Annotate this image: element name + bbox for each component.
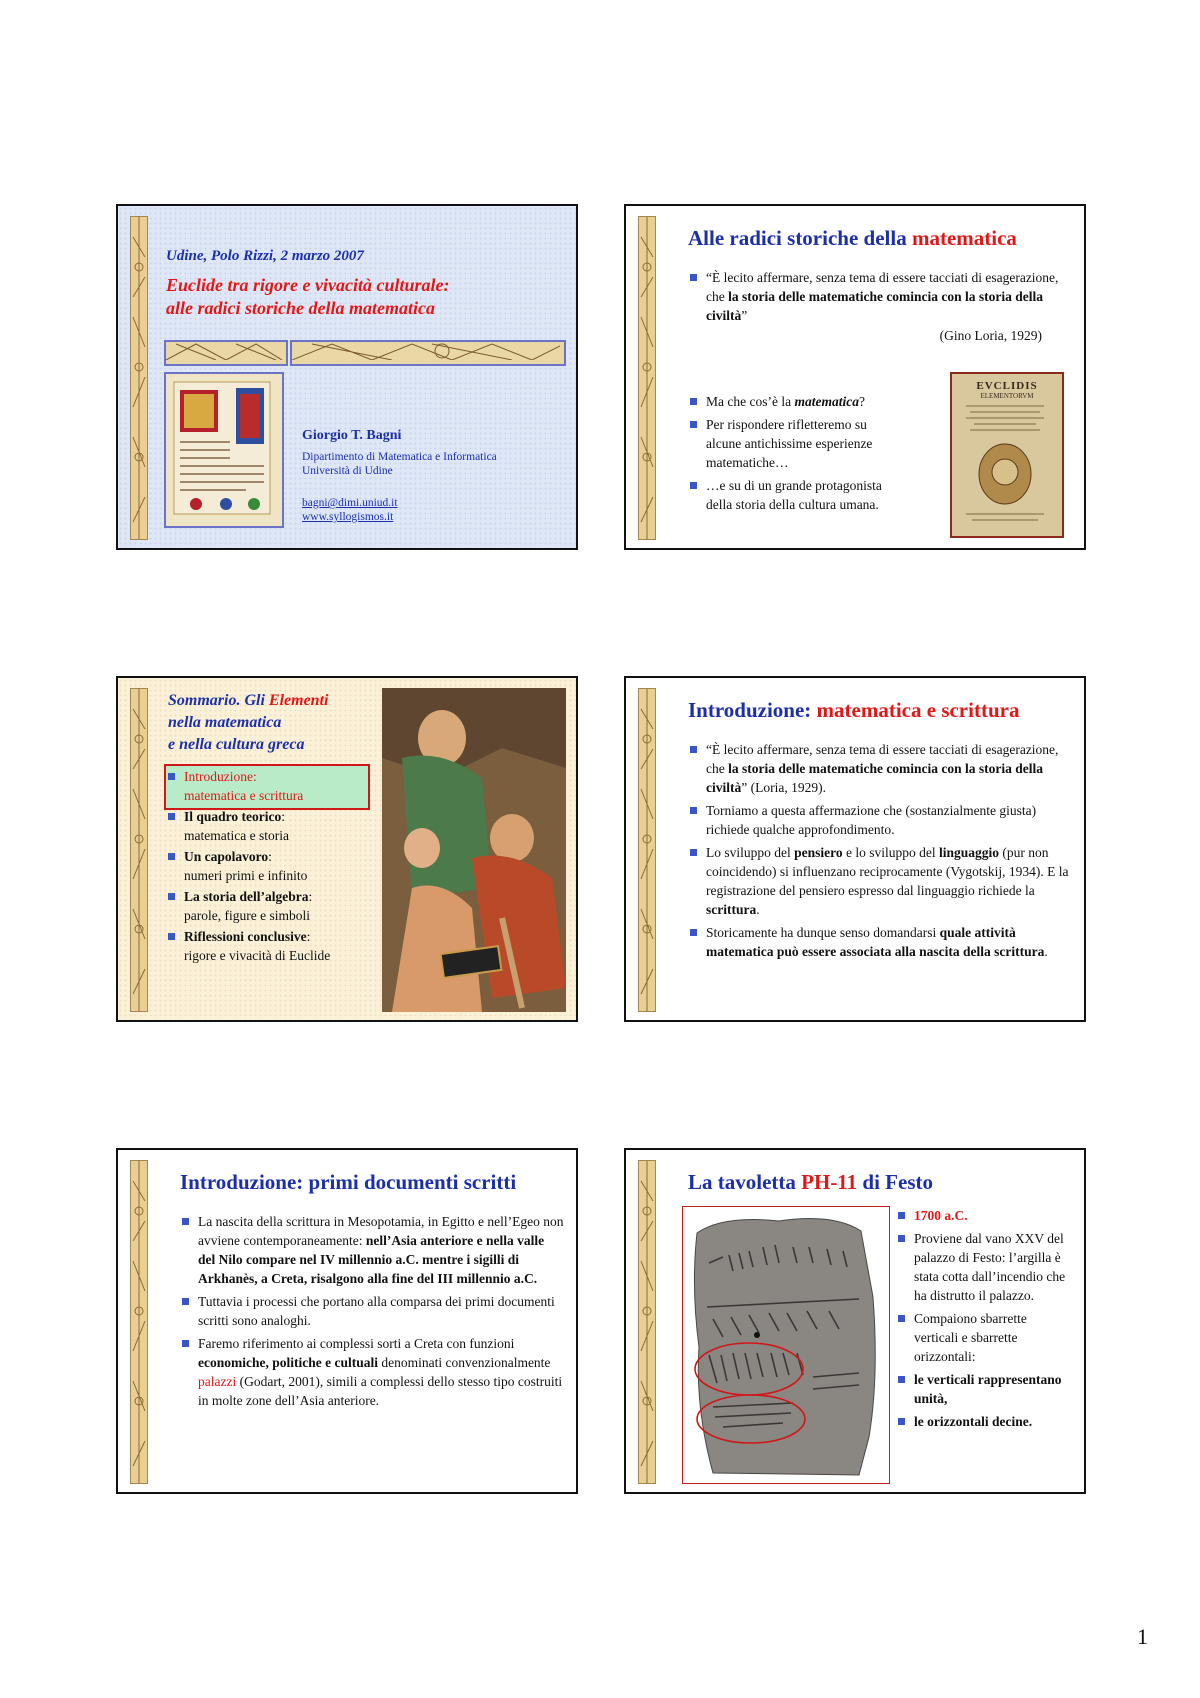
main-title [166, 274, 449, 320]
book-subtitle: ELEMENTORVM [980, 392, 1034, 400]
slide-introduzione-scrittura [624, 676, 1086, 1022]
item-sub: matematica e scrittura [184, 788, 304, 803]
summary-item[interactable] [166, 887, 362, 925]
tablet-photo [682, 1206, 890, 1484]
title-line2: nella matematica [168, 714, 282, 731]
text: Lo sviluppo del [706, 845, 795, 860]
title-highlight: Elementi [268, 692, 329, 709]
list-item [688, 843, 1072, 919]
summary-title [168, 690, 328, 756]
text: La nascita della scrittura in Mesopotamia, in Egitto e nell’Egeo non avviene contemporaneamente: [198, 1214, 564, 1248]
bullet-list [896, 1206, 1074, 1435]
summary-item-active[interactable] [166, 767, 362, 805]
question-list [688, 392, 898, 518]
summary-item[interactable] [166, 927, 362, 965]
slide-title [688, 1170, 933, 1195]
list-item: Compaiono sbarrette verticali e sbarrette orizzontali: [896, 1309, 1074, 1366]
decorative-column [638, 1160, 656, 1484]
text-bold: quale attività matematica può essere associata alla nascita della scrittura [706, 925, 1045, 959]
item-head: Introduzione [184, 769, 253, 784]
contacts [302, 496, 398, 524]
text-bold: linguaggio [939, 845, 1000, 860]
slide-title [688, 226, 1017, 251]
text: ” (Loria, 1929). [741, 780, 826, 795]
main-title-line2: alle radici storiche della matematica [166, 298, 435, 318]
title-highlight: matematica e scrittura [816, 698, 1020, 722]
geometry-strip-left [164, 340, 288, 366]
list-item: …e su di un grande protagonista della storia della cultura umana. [688, 476, 898, 514]
list-item: le orizzontali decine. [896, 1412, 1074, 1431]
title-part: Introduzione: [688, 698, 817, 722]
list-item [688, 392, 898, 411]
bullet-list [180, 1212, 564, 1414]
text-bold: la storia delle matematiche comincia con la storia della civiltà [706, 761, 1044, 795]
item-head: La storia dell’algebra [184, 889, 309, 904]
title-line3: e nella cultura greca [168, 736, 305, 753]
slide-title: Introduzione: primi documenti scritti [180, 1170, 517, 1194]
summary-item[interactable] [166, 807, 362, 845]
decorative-column [638, 688, 656, 1012]
euclid-book-image [950, 372, 1064, 538]
date-text: 1700 a.C. [914, 1208, 968, 1223]
item-emph: matematica [794, 394, 859, 409]
list-item [688, 923, 1072, 961]
item-sub: rigore e vivacità di Euclide [184, 948, 331, 963]
item-sep: : [281, 809, 286, 824]
slide-sommario [116, 676, 578, 1022]
slide-tavoletta [624, 1148, 1086, 1494]
item-sub: parole, figure e simboli [184, 908, 310, 923]
decorative-column [130, 1160, 148, 1484]
title-part: Sommario. Gli [168, 692, 269, 709]
author: Giorgio T. Bagni [302, 428, 402, 443]
list-item: Torniamo a questa affermazione che (sostanzialmente giusta) richiede qualche approfondimento. [688, 801, 1072, 839]
decorative-column [638, 216, 656, 540]
item-sep: : [252, 769, 257, 784]
place-date: Udine, Polo Rizzi, 2 marzo 2007 [166, 248, 364, 264]
text-bold: scrittura [706, 902, 757, 917]
title-part: Alle radici storiche della [688, 226, 912, 250]
text: Storicamente ha dunque senso domandarsi [706, 925, 940, 940]
quote-end: ” [741, 308, 748, 323]
item-sub: matematica e storia [184, 828, 289, 843]
list-item [180, 1334, 564, 1410]
summary-list [166, 767, 362, 967]
text-bold: pensiero [794, 845, 843, 860]
decorative-column [130, 216, 148, 540]
list-item [688, 740, 1072, 797]
school-of-athens-painting [382, 688, 566, 1012]
title-part: di Festo [857, 1170, 933, 1194]
slide-radici [624, 204, 1086, 550]
title-highlight: matematica [911, 226, 1017, 250]
text: e lo sviluppo del [842, 845, 940, 860]
title-part: La tavoletta [688, 1170, 802, 1194]
text: . [1044, 944, 1048, 959]
text-red: palazzi [198, 1374, 237, 1389]
geometry-strip-right [290, 340, 566, 366]
text-bold: economiche, politiche e cultuali [198, 1355, 378, 1370]
university: Università di Udine [302, 465, 393, 477]
list-item: Proviene dal vano XXV del palazzo di Festo: l’argilla è stata cotta dall’incendio che ha distrutto il palazzo. [896, 1229, 1074, 1305]
list-item [180, 1212, 564, 1288]
slide-primi-documenti [116, 1148, 578, 1494]
text: (Godart, 2001), simili a complessi dello stesso tipo costruiti in molte zone dell’Asia anteriore. [198, 1374, 563, 1408]
list-item: Per rispondere rifletteremo su alcune antichissime esperienze matematiche… [688, 415, 898, 472]
email-link[interactable]: bagni@dimi.uniud.it [302, 497, 398, 509]
text: . [756, 902, 760, 917]
affiliation [302, 450, 497, 478]
item-sep: : [268, 849, 272, 864]
item-head: Il quadro teorico [184, 809, 282, 824]
text: (pur non coincidendo) si influenzano reciprocamente (Vygotskij, 1934). E la registrazione del pensiero espresso dal linguaggio richiede la [706, 845, 1069, 898]
text-bold: nell’Asia anteriore e nella valle del Nilo compare nel IV millennio a.C. mentre i sigilli di Arkhanès, a Creta, risalgono alla fine del III millennio a.C. [198, 1233, 545, 1286]
decorative-column [130, 688, 148, 1012]
page-number: 1 [1137, 1624, 1148, 1649]
text: denominati convenzionalmente [377, 1355, 551, 1370]
item-text-end: ? [858, 394, 865, 409]
manuscript-image [164, 372, 284, 528]
slide-title [116, 204, 578, 550]
list-item: Tuttavia i processi che portano alla comparsa dei primi documenti scritti sono analoghi. [180, 1292, 564, 1330]
item-sub: numeri primi e infinito [184, 868, 308, 883]
list-item [896, 1206, 1074, 1225]
item-sep: : [306, 929, 311, 944]
quote-attribution: (Gino Loria, 1929) [939, 328, 1042, 343]
main-title-line1: Euclide tra rigore e vivacità culturale: [166, 275, 450, 295]
item-sep: : [308, 889, 313, 904]
book-title: EVCLIDIS [976, 380, 1038, 392]
quote-bold: la storia delle matematiche comincia con la storia della civiltà [706, 289, 1044, 323]
text: “È lecito affermare, senza tema di essere tacciati di esagerazione, che [706, 742, 1059, 776]
text: Faremo riferimento ai complessi sorti a Creta con funzioni [198, 1336, 515, 1351]
list-item [688, 268, 1068, 325]
quote-text: “È lecito affermare, senza tema di essere tacciati di esagerazione, che [706, 270, 1059, 304]
item-text: Ma che cos’è la [706, 394, 795, 409]
slide-title [688, 698, 1019, 723]
list-item: le verticali rappresentano unità, [896, 1370, 1074, 1408]
department: Dipartimento di Matematica e Informatica [302, 451, 497, 463]
summary-item[interactable] [166, 847, 362, 885]
title-highlight: PH-11 [801, 1170, 858, 1194]
quote-list [688, 268, 1068, 329]
item-head: Un capolavoro [184, 849, 269, 864]
bullet-list [688, 740, 1072, 965]
website-link[interactable]: www.syllogismos.it [302, 511, 394, 523]
item-head: Riflessioni conclusive [184, 929, 307, 944]
